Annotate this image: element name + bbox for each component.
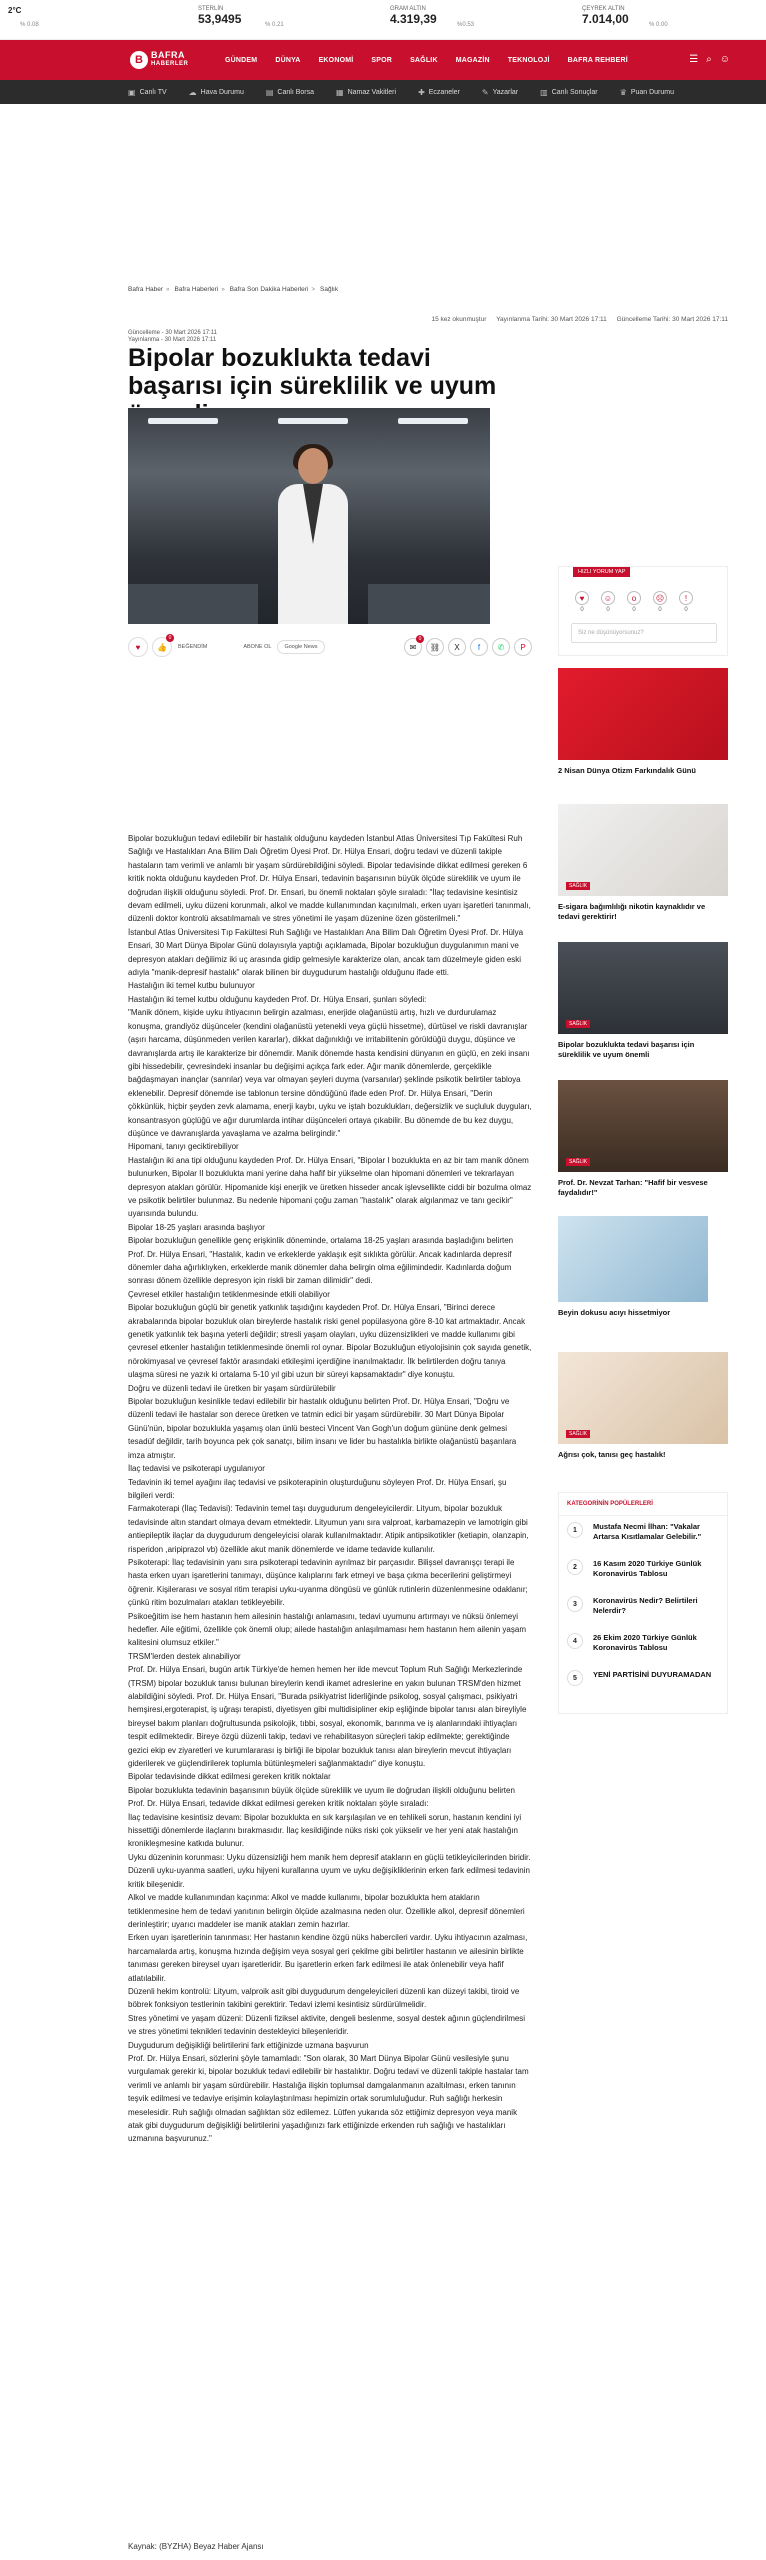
reaction-angry[interactable] [677, 591, 695, 613]
like-count: 0 [166, 634, 174, 642]
nav-teknoloji[interactable]: TEKNOLOJİ [507, 56, 550, 64]
news-caption: E-sigara bağımlılığı nikotin kaynaklıdır ve tedavi gerektirir! [558, 902, 706, 921]
sidebar-news-card[interactable] [558, 1352, 728, 1460]
nav-gundem[interactable]: GÜNDEM [225, 56, 258, 64]
popular-item[interactable] [559, 1516, 727, 1553]
sidebar-news-card[interactable] [558, 942, 728, 1060]
logo-mark-icon: B [130, 51, 148, 69]
ticker-value: 53,9495 [198, 11, 242, 26]
subnav-canli-tv[interactable] [128, 88, 167, 97]
comment-count: 0 [416, 635, 424, 643]
nav-dunya[interactable]: DÜNYA [275, 56, 301, 64]
pinterest-icon[interactable]: P [514, 638, 532, 656]
ticker-sterlin[interactable] [190, 0, 382, 40]
popular-rank: 5 [567, 1670, 583, 1686]
subnav-canli-borsa[interactable] [266, 88, 314, 97]
popular-rank: 1 [567, 1522, 583, 1538]
paragraph: Bipolar bozukluğun genellikle genç erişkinlik döneminde, ortalama 18-25 yaşları arasında başladığını belirten Prof. Dr. Hülya Ensari, "Hastalık, kadın ve erkeklerde yaklaşık eşit sıklıkta görülür. Ancak kadınlarda depresif dönemler daha ağırlıklıyken, erkeklerde manik dönemler daha belirgin olma eğilimindedir. Kadınlarda doğum sonrası dönem özellikle depresyon için riskli bir zaman dilimidir" dedi. [128, 1236, 514, 1286]
subnav-label: Yazarlar [492, 88, 519, 96]
paragraph: Psikoeğitim ise hem hastanın hem ailesinin hastalığı anlamasını, tedavi uyumunu artırmayı ve nüksü önlemeyi hedefler. Aile eğitimi, özellikle çok önemli olup; ailede hastalığın anlaşılmaması hem hastanın hem ailenin yaşam kalitesini olumsuz etkiler." [128, 1611, 526, 1648]
subnav-eczaneler[interactable] [418, 88, 460, 97]
popular-text: Mustafa Necmi İlhan: "Vakalar Artarsa Kısıtlamalar Gelebilir." [593, 1522, 702, 1541]
reaction-row [573, 591, 703, 613]
subheading: Hastalığın iki temel kutbu bulunuyor [128, 981, 255, 991]
facebook-icon[interactable]: f [470, 638, 488, 656]
breadcrumb-item[interactable]: Bafra Son Dakika Haberleri [229, 286, 309, 293]
calendar-icon: ▦ [336, 87, 344, 97]
quick-comment-tag: HIZLI YORUM YAP [573, 567, 630, 577]
paragraph: Erken uyarı işaretlerinin tanınması: Her hastanın kendine özgü nüks habercileri vardır. Uyku ihtiyacının azalması, harcamalarda artış, konuşma hızında değişim veya sosyal geri çekilme gibi belirtiler hastanın ve ailesinin birlikte tanıması gereken bireysel uyarı işaretleridir. Bu işaretlerin erken fark edilmesi ile atak önlenebilir veya hafif atlatılabilir. [128, 1933, 528, 1983]
heart-icon[interactable]: ♥ [128, 637, 148, 657]
published-date-short: Yayınlanma - 30 Mart 2026 17:11 [128, 337, 217, 343]
category-badge: SAĞLIK [566, 1020, 590, 1028]
follow-label: ABONE OL [243, 644, 272, 650]
sidebar-news-card[interactable] [558, 804, 728, 922]
popular-item[interactable] [559, 1553, 727, 1590]
updated-date-short: Güncelleme - 30 Mart 2026 17:11 [128, 330, 217, 336]
subheading: Doğru ve düzenli tedavi ile üretken bir yaşam sürdürülebilir [128, 1383, 336, 1393]
news-caption: Beyin dokusu acıyı hissetmiyor [558, 1308, 671, 1317]
subnav-label: Canlı Borsa [277, 88, 314, 96]
news-caption: Ağrısı çok, tanısı geç hastalık! [558, 1450, 666, 1459]
sad-face-icon: ☹ [653, 591, 667, 605]
sidebar-news-card[interactable] [558, 1216, 728, 1318]
header-icons [681, 54, 730, 65]
paragraph: Alkol ve madde kullanımından kaçınma: Alkol ve madde kullanımı, bipolar bozuklukta hem atakların tetiklenmesine hem de tedavi yanıtının belirgin ölçüde azalmasına neden olur. Özellikle alkol, depresif dönemleri derinleştirir; uyarıcı maddeler ise manik atakları zemin hazırlar. [128, 1893, 525, 1929]
google-news-label: Google News [284, 644, 318, 650]
chart-icon: ▤ [265, 87, 274, 97]
news-image [558, 1080, 728, 1172]
subnav-namaz-vakitleri[interactable] [336, 88, 396, 97]
subnav-yazarlar[interactable] [482, 88, 518, 97]
paragraph: Hastalığın iki temel kutbu olduğunu kaydeden Prof. Dr. Hülya Ensari, şunları söyledi: [128, 994, 427, 1004]
ticker-name: GRAM ALTIN [390, 5, 426, 12]
popular-rank: 3 [567, 1596, 583, 1612]
paragraph: Bipolar bozukluğun kesinlikle tedavi edilebilir bir hastalık olduğunu belirten Prof. Dr. Hülya Ensari, "Doğru ve düzenli tedavi ile hastalar son derece üretken ve tatmin edici bir yaşam sürdürebilir. 30 Mart Dünya Bipolar Günü'nün, bipolar bozuklukla yaşamış olan ünlü besteci Vincent Van Gogh'un doğum gününe denk gelmesi tesadüf değildir, tarih boyunca pek çok sanatçı, bilim insanı ve lider bu hastalıkla birlikte olağanüstü başarılara imza atmıştır. [128, 1397, 517, 1460]
news-image [558, 668, 728, 760]
popular-text: YENİ PARTİSİNİ DUYURAMADAN [593, 1670, 712, 1679]
popular-rank: 4 [567, 1633, 583, 1649]
news-image [558, 804, 728, 896]
ticker-ceyrek-altin[interactable] [574, 0, 766, 40]
news-caption: Bipolar bozuklukta tedavi başarısı için süreklilik ve uyum önemli [558, 1040, 695, 1059]
subheading: Bipolar 18-25 yaşları arasında başlıyor [128, 1222, 265, 1232]
like-label: BEĞENDİM [178, 644, 208, 650]
paragraph: Psikoterapi: İlaç tedavisinin yanı sıra psikoterapi tedavinin ayrılmaz bir parçasıdır. Bilişsel davranışçı terapi ile hasta erken uyarı işaretlerini tanımayı, düşünce kalıplarını fark etmeyi ve başa çıkma becerilerini geliştirmeyi öğrenir. Kişilerarası ve sosyal ritim terapisi uyku-uyanma döngüsü ve günlük rutinlerin düzenlenmesine odaklanır; çünkü ritim bozulmaları atakları tetikleyebilir. [128, 1557, 528, 1608]
ticker-name: STERLİN [198, 5, 224, 12]
category-popular-box [558, 1492, 728, 1714]
subnav-label: Canlı TV [139, 88, 167, 96]
paragraph: Tedavinin iki temel ayağını ilaç tedavisi ve psikoterapinin oluşturduğunu söyleyen Prof. Dr. Hülya Ensari, şu bilgileri verdi: [128, 1477, 507, 1500]
article-dates [128, 330, 217, 344]
reaction-count: 0 [632, 607, 636, 613]
market-ticker [0, 0, 766, 40]
updated-date: Güncelleme Tarihi: 30 Mart 2026 17:11 [616, 316, 728, 323]
whatsapp-icon[interactable]: ✆ [492, 638, 510, 656]
nav-bafra-rehberi[interactable]: BAFRA REHBERİ [567, 56, 628, 64]
news-caption: Prof. Dr. Nevzat Tarhan: "Hafif bir vesvese faydalıdır!" [558, 1178, 708, 1197]
paragraph: Farmakoterapi (İlaç Tedavisi): Tedavinin temel taşı duygudurum dengeleyicilerdir. Lityum, bipolar bozukluk tedavisinde altın standart olmaya devam etmektedir. Lityumun yanı sıra valproat, karbamazepin ve lamotrigin gibi antiepileptik ilaçlar da duygudurum dengeleyicisi olarak kullanılmaktadır. Atipik antipsikotikler (ketiapin, olanzapin, risperidon ,aripiprazol vb) özellikle akut manik dönemlerde ve idame tedavide kullanılır. [128, 1504, 529, 1554]
nav-spor[interactable]: SPOR [371, 56, 393, 64]
subheading: Hipomani, tanıyı geciktirebiliyor [128, 1142, 239, 1152]
tv-icon: ▣ [128, 87, 136, 97]
laugh-face-icon: ☺ [601, 591, 615, 605]
category-badge: SAĞLIK [566, 1430, 590, 1438]
user-icon[interactable]: ☺ [719, 54, 730, 65]
site-logo[interactable] [130, 47, 204, 73]
popular-item[interactable] [559, 1590, 727, 1627]
published-date: Yayınlanma Tarihi: 30 Mart 2026 17:11 [496, 316, 607, 323]
subheading: Bipolar tedavisinde dikkat edilmesi gereken kritik noktalar [128, 1772, 331, 1782]
article-hero-image [128, 408, 490, 624]
paragraph: Bipolar bozukluğun güçlü bir genetik yatkınlık taşıdığını kaydeden Prof. Dr. Hülya Ensari, "Birinci derece akrabalarında bipolar bozukluk olan bireylerde hastalık riski genel popülasyona göre 8-10 kat artmaktadır. Ancak genetik yatkınlık tek başına yeterli değildir; stresli yaşam olayları, uyku düzensizlikleri ve madde kullanımı gibi çevresel etkenler hastalığın tetiklenmesinde önemli rol oynar. Bipolar Bozukluğun etiyolojisinin çok sayıda genetik, nörokimyasal ve çevresel faktör arasındaki etkileşimi içerdiğine inanılmaktadır. İlk belirtilerden doğru tanıya ulaşma süresi ne yazık ki ortalama 5-10 yıl gibi uzun bir süreyi kapsamaktadır" diye konuştu. [128, 1303, 532, 1380]
service-nav [0, 80, 766, 104]
popular-item[interactable] [559, 1664, 727, 1701]
share-bar [128, 636, 532, 658]
pen-icon: ✎ [481, 87, 489, 97]
subheading: Çevresel etkiler hastalığın tetiklenmesinde etkili olabiliyor [128, 1289, 330, 1299]
reaction-sad[interactable] [651, 591, 669, 613]
link-icon[interactable]: ⛓ [426, 638, 444, 656]
cloud-icon: ☁ [188, 87, 197, 97]
category-badge: SAĞLIK [566, 882, 590, 890]
reaction-count: 0 [658, 607, 662, 613]
weather-sub: % 0.08 [20, 21, 39, 28]
subheading: Duygudurum değişikliği belirtilerini fark ettiğinizde uzmana başvurun [128, 2040, 369, 2050]
sidebar-news-card[interactable] [558, 668, 728, 776]
comment-input[interactable]: Siz ne düşünüyorsunuz? [571, 623, 717, 643]
subnav-label: Eczaneler [428, 88, 460, 96]
google-news-button[interactable] [277, 640, 324, 654]
paragraph: Stres yönetimi ve yaşam düzeni: Düzenli fiziksel aktivite, dengeli beslenme, sosyal destek ağının güçlendirilmesi ve stres yönetimi teknikleri tedavinin destekleyici bileşenleridir. [128, 2013, 526, 2037]
paragraph: İstanbul Atlas Üniversitesi Tıp Fakültesi Ruh Sağlığı ve Hastalıkları Ana Bilim Dalı Öğretim Üyesi Prof. Dr. Hülya Ensari, 30 Mart Dünya Bipolar Günü dolayısıyla yaptığı açıklamada, Bipolar bozukluğun duygulanımın mani ve depresyon atakları değilimiz iki uç arasında gidip gelmesiyle karakterize olan, ancak tam düzelmeyle giden eski adıyla "manik-depresif hastalık" olarak bilinen bir duygudurum hastalığı olduğunu ifade etti. [128, 927, 524, 978]
wow-face-icon: o [627, 591, 641, 605]
news-caption: 2 Nisan Dünya Otizm Farkındalık Günü [558, 766, 696, 775]
ticker-value: 7.014,00 [582, 11, 629, 26]
popular-title: KATEGORİNİN POPÜLERLERİ [559, 1493, 727, 1516]
subnav-label: Namaz Vakitleri [347, 88, 397, 96]
paragraph: Hastalığın iki ana tipi olduğunu kaydeden Prof. Dr. Hülya Ensari, "Bipolar I bozuklukta en az bir tam manik dönem bulunurken, Bipolar II bozuklukta mani yerine daha hafif bir yükselme olan hipomani dönemleri ve tekrarlayan depresyon atakları görülür. Hipomanide kişi enerjik ve üretken hisseder ancak işlevsellikte ciddi bir bozulma olmaz ve psikotik belirtiler bulunmaz. Bu nedenle hipomani çoğu zaman "hastalık" olarak algılanmaz ve tanı gecikir" uyarısında bulundu. [128, 1155, 532, 1219]
subnav-puan-durumu[interactable] [620, 88, 674, 97]
reaction-count: 0 [606, 607, 610, 613]
reaction-count: 0 [580, 607, 584, 613]
subnav-canli-sonuclar[interactable] [540, 88, 597, 97]
subnav-label: Canlı Sonuçlar [551, 88, 598, 96]
grid-icon: ▥ [540, 87, 548, 97]
article-meta [128, 316, 728, 323]
article-title: Bipolar bozuklukta tedavi başarısı için süreklilik ve uyum [128, 344, 497, 400]
ticker-change: % 0.21 [265, 21, 284, 28]
breadcrumb-item[interactable]: Bafra Haber [128, 286, 164, 293]
view-count: 15 kez okunmuştur [431, 316, 487, 323]
reaction-love[interactable] [573, 591, 591, 613]
nav-saglik[interactable]: SAĞLIK [410, 56, 438, 64]
reaction-laugh[interactable] [599, 591, 617, 613]
subnav-label: Hava Durumu [200, 88, 244, 96]
reaction-wow[interactable] [625, 591, 643, 613]
nav-ekonomi[interactable]: EKONOMİ [318, 56, 354, 64]
reaction-count: 0 [684, 607, 688, 613]
paragraph: İlaç tedavisine kesintisiz devam: Bipolar bozuklukta en sık karşılaşılan ve en tehlikeli sorun, hastanın kendini iyi hissettiği dönemlerde ilaçlarını bırakmasıdır. İlaç kesildiğinde nüks riski çok yükselir ve her yeni atak hastalığın kronikleşmesine katkıda bulunur. [128, 1812, 522, 1849]
ticker-change: %0.53 [457, 21, 475, 28]
paragraph: "Manik dönem, kişide uyku ihtiyacının belirgin azalması, enerjide olağanüstü artış, hızlı ve durdurulamaz konuşma, grandiyöz düşünceler (kendini olağanüstü yetenekli veya güçlü hissetme), dürtüsel ve riskli davranışlar (aşırı harcama, düşünmeden verilen kararlar), dikkat dağınıklığı ve irritabilitenin görüldüğü duygu, düşünce ve davranışlarda artış ile karakterize bir dönemdir. Manik dönemde hasta kendisini dünyanın en güçlü, en zeki insanı gibi hissedebilir, çevresindeki insanlar bu değişimi açıkça fark eder. Ağır manik dönemlerde, gerçeklikle bağdaşmayan inançlar (sanrılar) veya var olmayan şeyleri duyma (varsanılar) şeklinde psikotik belirtiler tabloya eklenebilir. Depresif dönemde ise tablonun tersine döndüğünü ifade eden Prof. Dr. Hülya Ensari, "Derin çökkünlük, hiçbir şeyden zevk alamama, enerji kaybı, uyku ve iştah bozuklukları, değersizlik ve suçluluk duyguları, konsantrasyon güçlüğü ve ağır durumlarda intihar düşünceleri ortaya çıkabilir. Bu dönemde de bu kez duygu, düşünce ve davranışlarda yavaşlama ve azalma belirgindir." [128, 1008, 532, 1138]
nav-magazin[interactable]: MAGAZİN [455, 56, 490, 64]
subnav-hava-durumu[interactable] [189, 88, 244, 97]
like-button[interactable]: 👍 0 [152, 637, 172, 657]
news-image [558, 942, 728, 1034]
logo-line2: HABERLER [151, 61, 189, 67]
news-image [558, 1352, 728, 1444]
paragraph: Uyku düzeninin korunması: Uyku düzensizliği hem manik hem depresif atakların en güçlü tetikleyicilerinden biridir. Düzenli uyku-uyanma saatleri, uyku hijyeni kurallarına uyum ve uyku değişikliklerinin erken fark edilmesi tedavinin kritik bileşenidir. [128, 1852, 531, 1889]
quick-comment-box [558, 566, 728, 656]
ticker-change: % 0.00 [649, 21, 668, 28]
breadcrumb-item[interactable]: Sağlık [320, 286, 339, 293]
article-source: Kaynak: (BYZHA) Beyaz Haber Ajansı [128, 2542, 264, 2551]
breadcrumb: Bafra Haber » Bafra Haberleri » Bafra Son Dakika Haberleri > Sağlık [128, 286, 339, 293]
category-badge: SAĞLIK [566, 1158, 590, 1166]
ticker-value: 4.319,39 [390, 11, 437, 26]
popular-text: Koronavirüs Nedir? Belirtileri Nelerdir? [593, 1596, 698, 1615]
ad-area [0, 104, 766, 284]
pill-icon: ✚ [418, 87, 425, 97]
popular-text: 16 Kasım 2020 Türkiye Günlük Koronavirüs Tablosu [593, 1559, 702, 1578]
news-image [558, 1216, 708, 1302]
angry-face-icon: ! [679, 591, 693, 605]
subheading: İlaç tedavisi ve psikoterapi uygulanıyor [128, 1464, 265, 1474]
love-face-icon: ♥ [575, 591, 589, 605]
paragraph: Düzenli hekim kontrolü: Lityum, valproik asit gibi duygudurum dengeleyicileri düzenli kan düzeyi takibi, tiroid ve böbrek fonksiyon testlerinin takibini gerektirir. Tedavi izlemi kesintisiz sürdürülmelidir. [128, 1986, 520, 2010]
weather-value: 2°C [8, 5, 22, 15]
ticker-name: ÇEYREK ALTIN [582, 5, 625, 12]
breadcrumb-item[interactable]: Bafra Haberleri [174, 286, 219, 293]
weather-cell [0, 0, 190, 40]
subnav-label: Puan Durumu [630, 88, 675, 96]
x-icon[interactable]: X [448, 638, 466, 656]
comment-icon[interactable]: ✉ 0 [404, 638, 422, 656]
main-nav [225, 40, 646, 80]
menu-icon[interactable]: ☰ [689, 54, 699, 65]
paragraph: Bipolar bozukluğun tedavi edilebilir bir hastalık olduğunu kaydeden İstanbul Atlas Üniversitesi Tıp Fakültesi Ruh Sağlığı ve Hastalıkları Ana Bilim Dalı Öğretim Üyesi Prof. Dr. Hülya Ensari, doğru tedavi ve düzenli takiple hastaların tam verimli ve anlamlı bir yaşam sürdürebildiğini söyledi. Bipolar tedavisinde dikkat edilmesi gereken 6 kritik nokta olduğunu kaydeden Prof. Dr. Hülya Ensari, tedavinin başarısının büyük ölçüde süreklilik ve uyum ile doğrudan ilişkili olduğunu söyledi. Prof. Dr. Ensari, bu önemli noktaları şöyle sıraladı: "İlaç tedavisine kesintisiz devam edilmeli, uyku düzeni korunmalı, alkol ve madde kullanımından kaçınılmalı, erken uyarı işaretleri tanınmalı, düzenli doktor kontrolü aksatılmamalı ve stres yönetimi ile yaşam düzenine özen gösterilmeli." [128, 834, 531, 924]
popular-text: 26 Ekim 2020 Türkiye Günlük Koronavirüs Tablosu [593, 1633, 697, 1652]
paragraph: Prof. Dr. Hülya Ensari, sözlerini şöyle tamamladı: "Son olarak, 30 Mart Dünya Bipolar Günü vesilesiyle şunu vurgulamak gerekir ki, bipolar bozukluk tedavi edilebilir bir hastalıktır. Doğru tedavi ve düzenli takiple hastalar tam verimli ve anlamlı bir yaşam sürdürebilir. Hastalığa ilişkin toplumsal damgalanmanın azaltılması, erken tanının teşvik edilmesi ve tedaviye erişimin kolaylaştırılması hepimizin ortak sorumluluğudur. Ruh sağlığı herkesin meselesidir. Ruh sağlığı olmadan sağlıktan söz edilemez. Lütfen yukarıda söz ettiğimiz depresyon veya manik atak gibi duygudurum değişikliği belirtilerini yaşadığınızı fark ettiğinizde erkenden ruh sağlığı ve hastalıkları uzmanına başvurunuz." [128, 2053, 529, 2144]
paragraph: Prof. Dr. Hülya Ensari, bugün artık Türkiye'de hemen hemen her ilde mevcut Toplum Ruh Sağlığı Merkezlerinde (TRSM) bipolar bozukluk tanısı bulunan bireylerin kendi ikamet adreslerine en yakın bulunan TRSM'den hizmet alabildiğini söyledi. Prof. Dr. Hülya Ensari, "Burada psikiyatrist liderliğinde psikolog, sosyal çalışmacı, psikiyatri hemşiresi,ergoterapist, iş uğraşı terapisti, diyetisyen gibi multidisipliner ekip eşliğinde bipolar tanısı alan bireyliyle bireysel bakım planları doğrultusunda psikolojik, tıbbi, sosyal, ekonomik, barınma ve iş alanlarındaki ihtiyaçları tespit edilmektedir. Bireye özgü düzenli takip, tedavi ve rehabilitasyon süreçleri takip edilmekte; gerektiğinde gezici ekip ev ziyaretleri ve kurumlararası iş birliği ile bipolar bozukluk tanısı alan bireylerin mevcut ihtiyaçları giderilerek ve güçlendirilerek toplumla bütünleşmeleri sağlanmaktadır" diye konuştu. [128, 1665, 527, 1769]
main-header [0, 40, 766, 80]
popular-rank: 2 [567, 1559, 583, 1575]
popular-item[interactable] [559, 1627, 727, 1664]
search-icon[interactable]: ⌕ [706, 54, 712, 65]
share-icons [400, 638, 532, 656]
trophy-icon: ♛ [619, 87, 627, 97]
sidebar-news-card[interactable] [558, 1080, 728, 1198]
article-body [128, 832, 532, 2146]
ticker-gram-altin[interactable] [382, 0, 574, 40]
subheading: TRSM'lerden destek alınabiliyor [128, 1651, 241, 1661]
logo-line1: BAFRA [151, 50, 185, 60]
paragraph: Bipolar bozuklukta tedavinin başarısının büyük ölçüde süreklilik ve uyum ile doğrudan ilişkili olduğunu belirten Prof. Dr. Hülya Ensari, tedavide dikkat edilmesi gereken kritik noktaları şöyle sıraladı: [128, 1785, 515, 1809]
